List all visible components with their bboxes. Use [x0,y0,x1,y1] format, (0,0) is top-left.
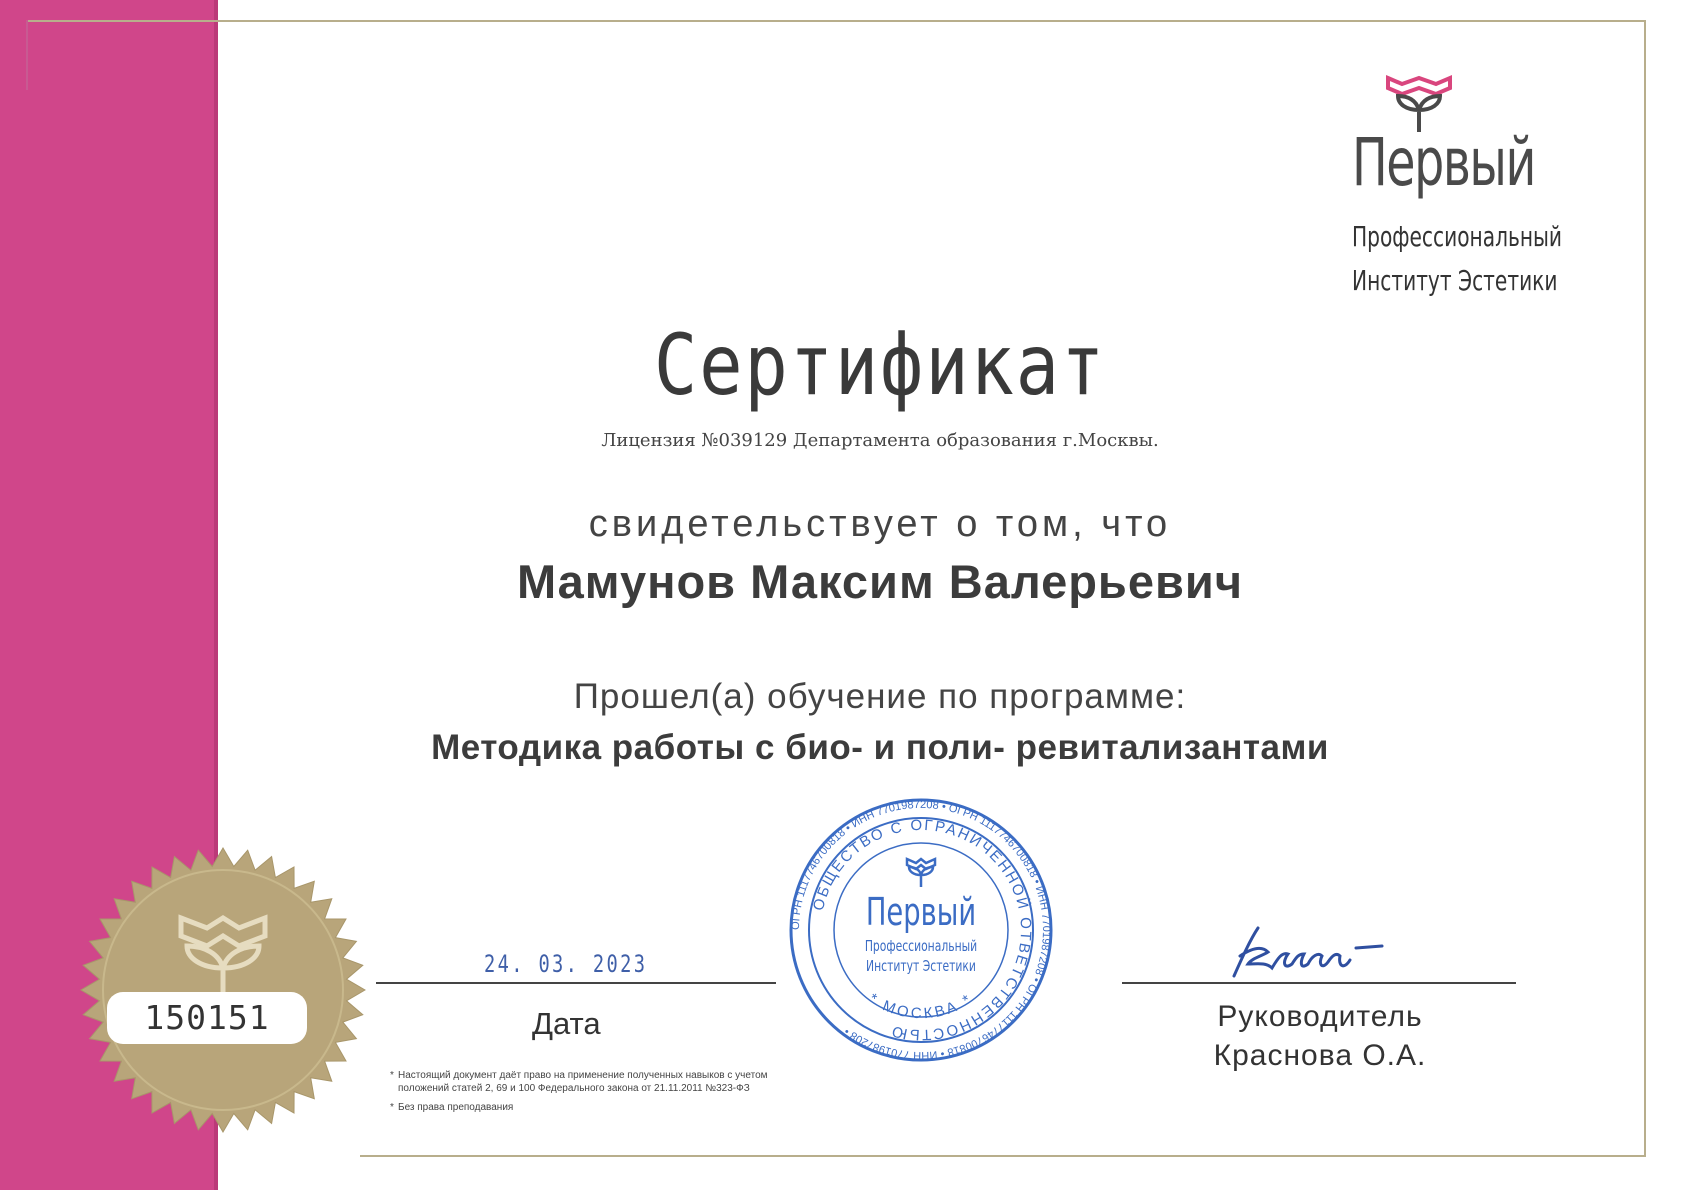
stamp-center-line1: Профессиональный [864,938,978,956]
footnote-star: * [390,1102,394,1113]
stamp-city-text: * МОСКВА * [865,990,977,1023]
stamp-outer-text: ОГРН 1117746700818 • ИНН 7701987208 • ОГРН 1117746700818 • ИНН 7701987208 • ОГРН 1117746700818 • ИНН 7701987208 • [789,798,1053,1062]
license-line: Лицензия №039129 Департамента образования г.Москвы. [601,430,1159,451]
testifies-line: свидетельствует о том, что [588,503,1172,545]
gold-seal-icon [78,845,368,1135]
footnotes [390,1069,790,1114]
logo-subtitle-line2: Институт Эстетики [1352,264,1558,297]
stamp-ring-text: ОБЩЕСТВО С ОГРАНИЧЕННОЙ ОТВЕТСТВЕННОСТЬЮ [809,816,1035,1044]
logo-subtitle-line1: Профессиональный [1352,220,1563,253]
footnote-rights-text: Настоящий документ даёт право на применение полученных навыков с учетом положений статей 2, 69 и 100 Федерального закона от 21.11.2011 №323-ФЗ [398,1070,768,1094]
recipient-name: Мамунов Максим Валерьевич [516,555,1244,608]
frame-inner-top-line [26,20,28,90]
signer-role: Руководитель [1217,1000,1423,1033]
frame-top-line [26,20,1646,22]
footnote-star: * [390,1070,394,1081]
certificate-title: Сертификат [653,316,1107,414]
round-stamp [788,797,1054,1063]
signature-underline [1122,982,1516,984]
date-label: Дата [532,1006,601,1041]
date-value: 24. 03. 2023 [484,950,648,978]
serial-number: 150151 [107,992,307,1044]
footnote-rights [390,1069,790,1095]
institute-logo [1352,74,1563,304]
program-name: Методика работы с био- и поли- ревитализантами [431,728,1329,767]
stamp-center-word: Первый [865,889,977,935]
stamp-flower-icon [907,859,935,887]
date-underline [376,982,776,984]
footnote-no-teaching [390,1101,790,1114]
footnote-no-teaching-text: Без права преподавания [398,1102,514,1113]
passed-training-line: Прошел(а) обучение по программе: [573,677,1187,716]
signer-name: Краснова О.А. [1213,1039,1427,1072]
handwritten-signature [1222,918,1422,988]
stamp-center-line2: Институт Эстетики [866,958,976,976]
logo-word: Первый [1352,124,1535,201]
frame-bottom-line [360,1155,1646,1157]
